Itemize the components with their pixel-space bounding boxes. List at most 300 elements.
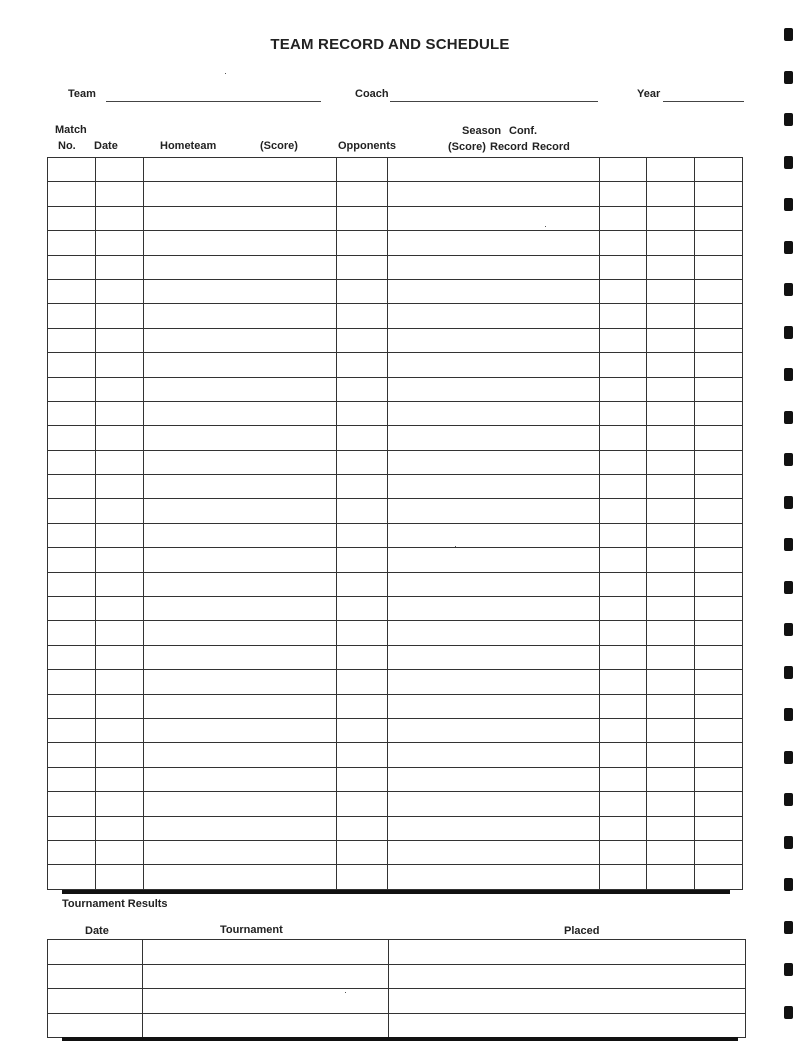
- schedule-cell[interactable]: [144, 743, 337, 767]
- schedule-row: [48, 572, 743, 596]
- schedule-cell[interactable]: [96, 694, 144, 718]
- schedule-cell[interactable]: [48, 182, 96, 206]
- schedule-cell[interactable]: [48, 718, 96, 742]
- col-opp-score-label: (Score): [448, 141, 486, 153]
- schedule-cell[interactable]: [96, 206, 144, 230]
- schedule-cell[interactable]: [695, 377, 743, 401]
- schedule-cell[interactable]: [48, 206, 96, 230]
- schedule-cell[interactable]: [695, 401, 743, 425]
- schedule-cell[interactable]: [96, 158, 144, 182]
- schedule-cell[interactable]: [144, 158, 337, 182]
- schedule-cell[interactable]: [647, 401, 695, 425]
- schedule-cell[interactable]: [388, 499, 600, 523]
- col-match-label: Match: [55, 124, 87, 136]
- schedule-cell[interactable]: [48, 865, 96, 889]
- schedule-cell[interactable]: [647, 279, 695, 303]
- schedule-cell[interactable]: [695, 718, 743, 742]
- schedule-cell[interactable]: [388, 353, 600, 377]
- schedule-row: [48, 255, 743, 279]
- schedule-cell[interactable]: [144, 450, 337, 474]
- schedule-cell[interactable]: [647, 840, 695, 864]
- schedule-cell[interactable]: [600, 401, 647, 425]
- schedule-cell[interactable]: [337, 450, 388, 474]
- tournament-cell[interactable]: [48, 989, 143, 1014]
- schedule-cell[interactable]: [388, 816, 600, 840]
- schedule-cell[interactable]: [388, 206, 600, 230]
- schedule-cell[interactable]: [48, 304, 96, 328]
- schedule-cell[interactable]: [48, 816, 96, 840]
- schedule-cell[interactable]: [48, 353, 96, 377]
- tournament-cell[interactable]: [143, 1013, 389, 1038]
- schedule-cell[interactable]: [600, 694, 647, 718]
- schedule-cell[interactable]: [647, 572, 695, 596]
- tournament-cell[interactable]: [48, 964, 143, 989]
- schedule-row: [48, 645, 743, 669]
- tournament-date-label: Date: [85, 925, 109, 937]
- schedule-cell[interactable]: [388, 158, 600, 182]
- schedule-cell[interactable]: [600, 279, 647, 303]
- schedule-cell[interactable]: [695, 670, 743, 694]
- schedule-cell[interactable]: [96, 572, 144, 596]
- schedule-cell[interactable]: [600, 475, 647, 499]
- schedule-row: [48, 279, 743, 303]
- schedule-cell[interactable]: [647, 523, 695, 547]
- schedule-cell[interactable]: [388, 767, 600, 791]
- schedule-cell[interactable]: [96, 255, 144, 279]
- coach-field[interactable]: [390, 101, 598, 102]
- schedule-row: [48, 865, 743, 889]
- schedule-cell[interactable]: [337, 523, 388, 547]
- schedule-cell[interactable]: [388, 718, 600, 742]
- schedule-cell[interactable]: [600, 426, 647, 450]
- tournament-row: [48, 989, 746, 1014]
- col-conf-record-label: Record: [532, 141, 570, 153]
- schedule-row: [48, 523, 743, 547]
- schedule-cell[interactable]: [337, 840, 388, 864]
- schedule-cell[interactable]: [647, 353, 695, 377]
- punch-hole: [784, 283, 793, 296]
- schedule-cell[interactable]: [388, 597, 600, 621]
- schedule-cell[interactable]: [695, 865, 743, 889]
- schedule-cell[interactable]: [337, 767, 388, 791]
- schedule-cell[interactable]: [48, 548, 96, 572]
- schedule-cell[interactable]: [647, 694, 695, 718]
- punch-hole: [784, 411, 793, 424]
- schedule-cell[interactable]: [600, 865, 647, 889]
- schedule-cell[interactable]: [600, 523, 647, 547]
- schedule-cell[interactable]: [48, 158, 96, 182]
- schedule-cell[interactable]: [695, 475, 743, 499]
- schedule-cell[interactable]: [647, 182, 695, 206]
- schedule-cell[interactable]: [695, 255, 743, 279]
- tournament-row: [48, 940, 746, 965]
- schedule-cell[interactable]: [144, 328, 337, 352]
- schedule-row: [48, 304, 743, 328]
- schedule-cell[interactable]: [96, 645, 144, 669]
- schedule-cell[interactable]: [48, 328, 96, 352]
- schedule-cell[interactable]: [388, 475, 600, 499]
- scan-speck: [225, 73, 226, 74]
- team-field[interactable]: [106, 101, 321, 102]
- schedule-cell[interactable]: [647, 621, 695, 645]
- schedule-cell[interactable]: [96, 279, 144, 303]
- schedule-cell[interactable]: [647, 231, 695, 255]
- punch-hole: [784, 241, 793, 254]
- schedule-cell[interactable]: [600, 231, 647, 255]
- schedule-cell[interactable]: [600, 645, 647, 669]
- schedule-cell[interactable]: [48, 377, 96, 401]
- schedule-cell[interactable]: [337, 645, 388, 669]
- schedule-cell[interactable]: [647, 597, 695, 621]
- punch-hole: [784, 368, 793, 381]
- schedule-cell[interactable]: [695, 304, 743, 328]
- schedule-cell[interactable]: [388, 401, 600, 425]
- schedule-cell[interactable]: [48, 401, 96, 425]
- schedule-cell[interactable]: [647, 865, 695, 889]
- tournament-cell[interactable]: [389, 940, 746, 965]
- schedule-cell[interactable]: [337, 816, 388, 840]
- punch-hole: [784, 326, 793, 339]
- schedule-cell[interactable]: [388, 377, 600, 401]
- schedule-cell[interactable]: [144, 475, 337, 499]
- schedule-table: [47, 157, 743, 890]
- schedule-cell[interactable]: [695, 548, 743, 572]
- col-date-label: Date: [94, 140, 118, 152]
- schedule-cell[interactable]: [48, 450, 96, 474]
- schedule-cell[interactable]: [96, 182, 144, 206]
- schedule-cell[interactable]: [144, 572, 337, 596]
- schedule-cell[interactable]: [337, 718, 388, 742]
- schedule-cell[interactable]: [337, 328, 388, 352]
- schedule-cell[interactable]: [695, 426, 743, 450]
- schedule-cell[interactable]: [337, 572, 388, 596]
- schedule-cell[interactable]: [96, 523, 144, 547]
- schedule-cell[interactable]: [600, 450, 647, 474]
- schedule-cell[interactable]: [695, 158, 743, 182]
- schedule-cell[interactable]: [600, 621, 647, 645]
- schedule-cell[interactable]: [144, 182, 337, 206]
- schedule-cell[interactable]: [647, 743, 695, 767]
- schedule-cell[interactable]: [96, 718, 144, 742]
- schedule-cell[interactable]: [647, 718, 695, 742]
- schedule-cell[interactable]: [144, 767, 337, 791]
- schedule-cell[interactable]: [337, 353, 388, 377]
- schedule-cell[interactable]: [600, 670, 647, 694]
- schedule-cell[interactable]: [695, 279, 743, 303]
- schedule-cell[interactable]: [96, 767, 144, 791]
- tournament-cell[interactable]: [143, 989, 389, 1014]
- schedule-cell[interactable]: [144, 377, 337, 401]
- schedule-cell[interactable]: [647, 499, 695, 523]
- schedule-cell[interactable]: [144, 304, 337, 328]
- schedule-cell[interactable]: [144, 255, 337, 279]
- schedule-cell[interactable]: [600, 158, 647, 182]
- punch-hole: [784, 28, 793, 41]
- schedule-row: [48, 743, 743, 767]
- schedule-cell[interactable]: [144, 670, 337, 694]
- schedule-cell[interactable]: [388, 304, 600, 328]
- tournament-row: [48, 1013, 746, 1038]
- schedule-cell[interactable]: [96, 865, 144, 889]
- tournament-cell[interactable]: [48, 1013, 143, 1038]
- schedule-cell[interactable]: [144, 426, 337, 450]
- schedule-cell[interactable]: [96, 840, 144, 864]
- col-season-label: Season: [462, 125, 502, 137]
- punch-hole: [784, 198, 793, 211]
- schedule-cell[interactable]: [337, 206, 388, 230]
- schedule-cell[interactable]: [695, 840, 743, 864]
- schedule-cell[interactable]: [388, 621, 600, 645]
- schedule-cell[interactable]: [647, 450, 695, 474]
- schedule-cell[interactable]: [144, 645, 337, 669]
- schedule-row: [48, 353, 743, 377]
- schedule-cell[interactable]: [96, 231, 144, 255]
- punch-hole: [784, 793, 793, 806]
- schedule-cell[interactable]: [388, 645, 600, 669]
- schedule-cell[interactable]: [388, 548, 600, 572]
- schedule-cell[interactable]: [48, 572, 96, 596]
- schedule-cell[interactable]: [337, 426, 388, 450]
- schedule-cell[interactable]: [647, 328, 695, 352]
- schedule-cell[interactable]: [647, 645, 695, 669]
- schedule-cell[interactable]: [647, 206, 695, 230]
- schedule-cell[interactable]: [388, 255, 600, 279]
- schedule-cell[interactable]: [144, 840, 337, 864]
- schedule-cell[interactable]: [144, 694, 337, 718]
- schedule-cell[interactable]: [48, 792, 96, 816]
- schedule-cell[interactable]: [600, 255, 647, 279]
- schedule-cell[interactable]: [96, 304, 144, 328]
- team-label: Team: [68, 88, 96, 100]
- schedule-cell[interactable]: [695, 767, 743, 791]
- col-opponents-label: Opponents: [338, 140, 397, 152]
- schedule-cell[interactable]: [144, 401, 337, 425]
- schedule-cell[interactable]: [695, 353, 743, 377]
- schedule-cell[interactable]: [144, 621, 337, 645]
- schedule-cell[interactable]: [48, 523, 96, 547]
- schedule-cell[interactable]: [96, 450, 144, 474]
- schedule-cell[interactable]: [144, 865, 337, 889]
- schedule-cell[interactable]: [337, 182, 388, 206]
- schedule-cell[interactable]: [647, 548, 695, 572]
- schedule-cell[interactable]: [337, 694, 388, 718]
- schedule-cell[interactable]: [695, 572, 743, 596]
- schedule-cell[interactable]: [144, 816, 337, 840]
- schedule-cell[interactable]: [388, 743, 600, 767]
- schedule-cell[interactable]: [695, 792, 743, 816]
- schedule-cell[interactable]: [600, 499, 647, 523]
- schedule-cell[interactable]: [96, 353, 144, 377]
- schedule-cell[interactable]: [96, 792, 144, 816]
- schedule-cell[interactable]: [96, 499, 144, 523]
- schedule-cell[interactable]: [647, 377, 695, 401]
- schedule-cell[interactable]: [337, 597, 388, 621]
- punch-hole: [784, 751, 793, 764]
- schedule-cell[interactable]: [647, 767, 695, 791]
- schedule-cell[interactable]: [144, 548, 337, 572]
- year-field[interactable]: [663, 101, 744, 102]
- tournament-cell[interactable]: [48, 940, 143, 965]
- schedule-cell[interactable]: [388, 182, 600, 206]
- schedule-row: [48, 548, 743, 572]
- schedule-cell[interactable]: [48, 426, 96, 450]
- schedule-cell[interactable]: [96, 426, 144, 450]
- schedule-cell[interactable]: [695, 450, 743, 474]
- schedule-cell[interactable]: [695, 328, 743, 352]
- schedule-cell[interactable]: [600, 572, 647, 596]
- schedule-cell[interactable]: [337, 621, 388, 645]
- schedule-cell[interactable]: [600, 548, 647, 572]
- schedule-cell[interactable]: [96, 743, 144, 767]
- schedule-cell[interactable]: [337, 475, 388, 499]
- schedule-cell[interactable]: [695, 816, 743, 840]
- schedule-cell[interactable]: [48, 840, 96, 864]
- schedule-cell[interactable]: [600, 328, 647, 352]
- schedule-cell[interactable]: [48, 621, 96, 645]
- schedule-cell[interactable]: [647, 255, 695, 279]
- schedule-cell[interactable]: [388, 328, 600, 352]
- tournament-name-label: Tournament: [220, 924, 283, 936]
- schedule-cell[interactable]: [647, 158, 695, 182]
- schedule-cell[interactable]: [96, 475, 144, 499]
- schedule-cell[interactable]: [337, 255, 388, 279]
- schedule-cell[interactable]: [647, 426, 695, 450]
- punch-hole: [784, 71, 793, 84]
- schedule-cell[interactable]: [337, 231, 388, 255]
- schedule-cell[interactable]: [388, 450, 600, 474]
- schedule-cell[interactable]: [388, 279, 600, 303]
- tournament-cell[interactable]: [143, 940, 389, 965]
- schedule-cell[interactable]: [337, 401, 388, 425]
- schedule-cell[interactable]: [337, 792, 388, 816]
- schedule-cell[interactable]: [600, 767, 647, 791]
- schedule-cell[interactable]: [600, 718, 647, 742]
- schedule-cell[interactable]: [695, 499, 743, 523]
- schedule-cell[interactable]: [48, 767, 96, 791]
- schedule-cell[interactable]: [647, 792, 695, 816]
- schedule-cell[interactable]: [337, 670, 388, 694]
- schedule-cell[interactable]: [695, 597, 743, 621]
- schedule-cell[interactable]: [48, 255, 96, 279]
- schedule-cell[interactable]: [337, 743, 388, 767]
- schedule-cell[interactable]: [48, 231, 96, 255]
- schedule-cell[interactable]: [600, 206, 647, 230]
- schedule-row: [48, 597, 743, 621]
- schedule-cell[interactable]: [48, 670, 96, 694]
- schedule-cell[interactable]: [48, 645, 96, 669]
- tournament-cell[interactable]: [143, 964, 389, 989]
- schedule-cell[interactable]: [600, 304, 647, 328]
- schedule-cell[interactable]: [388, 865, 600, 889]
- schedule-cell[interactable]: [48, 475, 96, 499]
- schedule-cell[interactable]: [600, 353, 647, 377]
- schedule-cell[interactable]: [600, 743, 647, 767]
- schedule-cell[interactable]: [337, 865, 388, 889]
- schedule-cell[interactable]: [144, 279, 337, 303]
- schedule-cell[interactable]: [337, 304, 388, 328]
- schedule-cell[interactable]: [96, 548, 144, 572]
- schedule-cell[interactable]: [337, 499, 388, 523]
- schedule-cell[interactable]: [96, 816, 144, 840]
- schedule-cell[interactable]: [695, 206, 743, 230]
- tournament-cell[interactable]: [389, 964, 746, 989]
- schedule-cell[interactable]: [600, 792, 647, 816]
- schedule-cell[interactable]: [388, 840, 600, 864]
- schedule-row: [48, 499, 743, 523]
- schedule-cell[interactable]: [388, 572, 600, 596]
- tournament-cell[interactable]: [389, 989, 746, 1014]
- schedule-cell[interactable]: [144, 792, 337, 816]
- schedule-row: [48, 450, 743, 474]
- schedule-cell[interactable]: [388, 426, 600, 450]
- schedule-cell[interactable]: [388, 231, 600, 255]
- schedule-cell[interactable]: [695, 621, 743, 645]
- schedule-cell[interactable]: [647, 304, 695, 328]
- punch-hole: [784, 156, 793, 169]
- schedule-cell[interactable]: [695, 182, 743, 206]
- schedule-cell[interactable]: [96, 328, 144, 352]
- schedule-cell[interactable]: [388, 792, 600, 816]
- schedule-cell[interactable]: [695, 694, 743, 718]
- schedule-cell[interactable]: [695, 523, 743, 547]
- schedule-cell[interactable]: [48, 694, 96, 718]
- schedule-cell[interactable]: [144, 523, 337, 547]
- schedule-cell[interactable]: [144, 206, 337, 230]
- schedule-cell[interactable]: [337, 158, 388, 182]
- schedule-cell[interactable]: [388, 523, 600, 547]
- schedule-cell[interactable]: [647, 816, 695, 840]
- schedule-cell[interactable]: [337, 548, 388, 572]
- punch-hole: [784, 1006, 793, 1019]
- schedule-cell[interactable]: [600, 597, 647, 621]
- schedule-cell[interactable]: [96, 670, 144, 694]
- schedule-cell[interactable]: [600, 182, 647, 206]
- schedule-cell[interactable]: [600, 377, 647, 401]
- schedule-cell[interactable]: [48, 597, 96, 621]
- schedule-cell[interactable]: [96, 597, 144, 621]
- schedule-cell[interactable]: [48, 499, 96, 523]
- schedule-cell[interactable]: [144, 231, 337, 255]
- schedule-cell[interactable]: [144, 597, 337, 621]
- schedule-cell[interactable]: [48, 279, 96, 303]
- schedule-cell[interactable]: [647, 475, 695, 499]
- punch-hole: [784, 708, 793, 721]
- tournament-cell[interactable]: [389, 1013, 746, 1038]
- scan-speck: [545, 226, 546, 227]
- schedule-cell[interactable]: [144, 353, 337, 377]
- schedule-cell[interactable]: [695, 743, 743, 767]
- schedule-cell[interactable]: [695, 645, 743, 669]
- schedule-cell[interactable]: [96, 401, 144, 425]
- schedule-cell[interactable]: [695, 231, 743, 255]
- schedule-cell[interactable]: [600, 840, 647, 864]
- schedule-cell[interactable]: [388, 694, 600, 718]
- col-conf-label: Conf.: [509, 125, 538, 137]
- schedule-cell[interactable]: [48, 743, 96, 767]
- schedule-cell[interactable]: [337, 279, 388, 303]
- schedule-row: [48, 206, 743, 230]
- schedule-cell[interactable]: [337, 377, 388, 401]
- schedule-cell[interactable]: [96, 621, 144, 645]
- schedule-cell[interactable]: [144, 499, 337, 523]
- schedule-cell[interactable]: [388, 670, 600, 694]
- schedule-row: [48, 816, 743, 840]
- schedule-cell[interactable]: [144, 718, 337, 742]
- scan-speck: [345, 992, 346, 993]
- schedule-cell[interactable]: [600, 816, 647, 840]
- schedule-cell[interactable]: [96, 377, 144, 401]
- schedule-cell[interactable]: [647, 670, 695, 694]
